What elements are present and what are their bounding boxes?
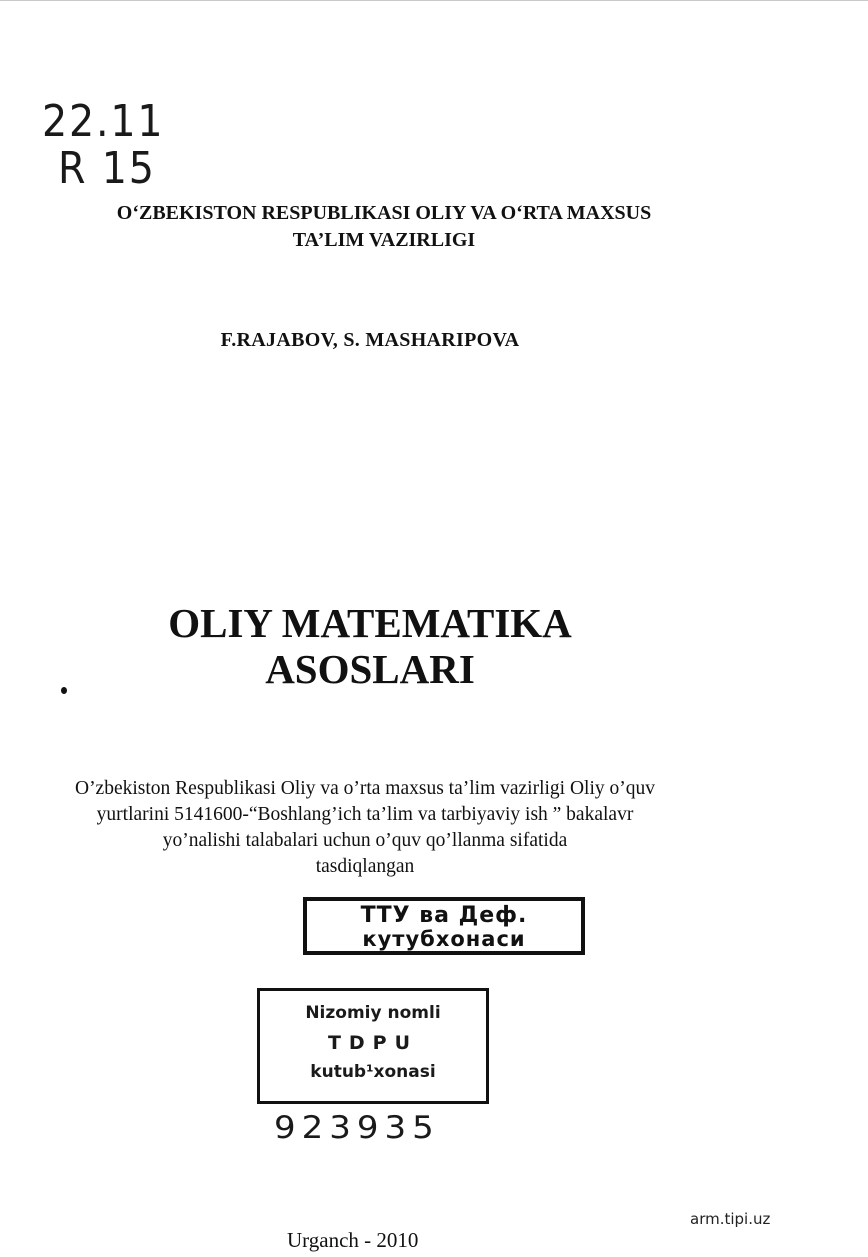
inventory-number: 923935 — [274, 1109, 440, 1147]
library-stamp-tdpu — [257, 988, 489, 1104]
stray-ink-dot — [61, 687, 67, 694]
book-title-line-1: OLIY MATEMATIKA — [168, 600, 572, 646]
library-stamp-top-line-1: ТТУ ва Деф. — [360, 903, 528, 928]
ministry-line-1: O‘ZBEKISTON RESPUBLIKASI OLIY VA O‘RTA MAXSUS — [116, 202, 652, 224]
approval-statement — [0, 776, 730, 880]
ministry-line-2: TA’LIM VAZIRLIGI — [292, 229, 476, 251]
approval-line-3: yo’nalishi talabalari uchun o’quv qo’llanma sifatida — [162, 830, 568, 851]
approval-line-2: yurtlarini 5141600-“Boshlang’ich ta’lim va tarbiyaviy ish ” bakalavr — [96, 804, 634, 825]
library-stamp-line-2: TDPU — [327, 1032, 419, 1054]
library-stamp-line-1: Nizomiy nomli — [305, 1003, 441, 1023]
watermark-site: arm.tipi.uz — [690, 1210, 771, 1228]
library-stamp-top-line-2: кутубхонаси — [362, 927, 526, 951]
approval-line-4: tasdiqlangan — [315, 856, 415, 877]
top-border-line — [0, 0, 868, 1]
authors: F.RAJABOV, S. MASHARIPOVA — [220, 329, 520, 351]
approval-line-1: O’zbekiston Respublikasi Oliy va o’rta maxsus ta’lim vazirligi Oliy o’quv — [74, 778, 656, 799]
book-title — [100, 600, 640, 692]
handwritten-classification-code: 22.11 — [42, 96, 165, 147]
footer-place-year: Urganch - 2010 — [287, 1228, 419, 1252]
handwritten-index-code: R 15 — [58, 143, 156, 194]
library-stamp-top — [303, 897, 585, 955]
book-title-line-2: ASOSLARI — [265, 646, 475, 692]
ministry-header — [40, 200, 728, 254]
library-stamp-line-3: kutub¹xonasi — [310, 1062, 436, 1082]
